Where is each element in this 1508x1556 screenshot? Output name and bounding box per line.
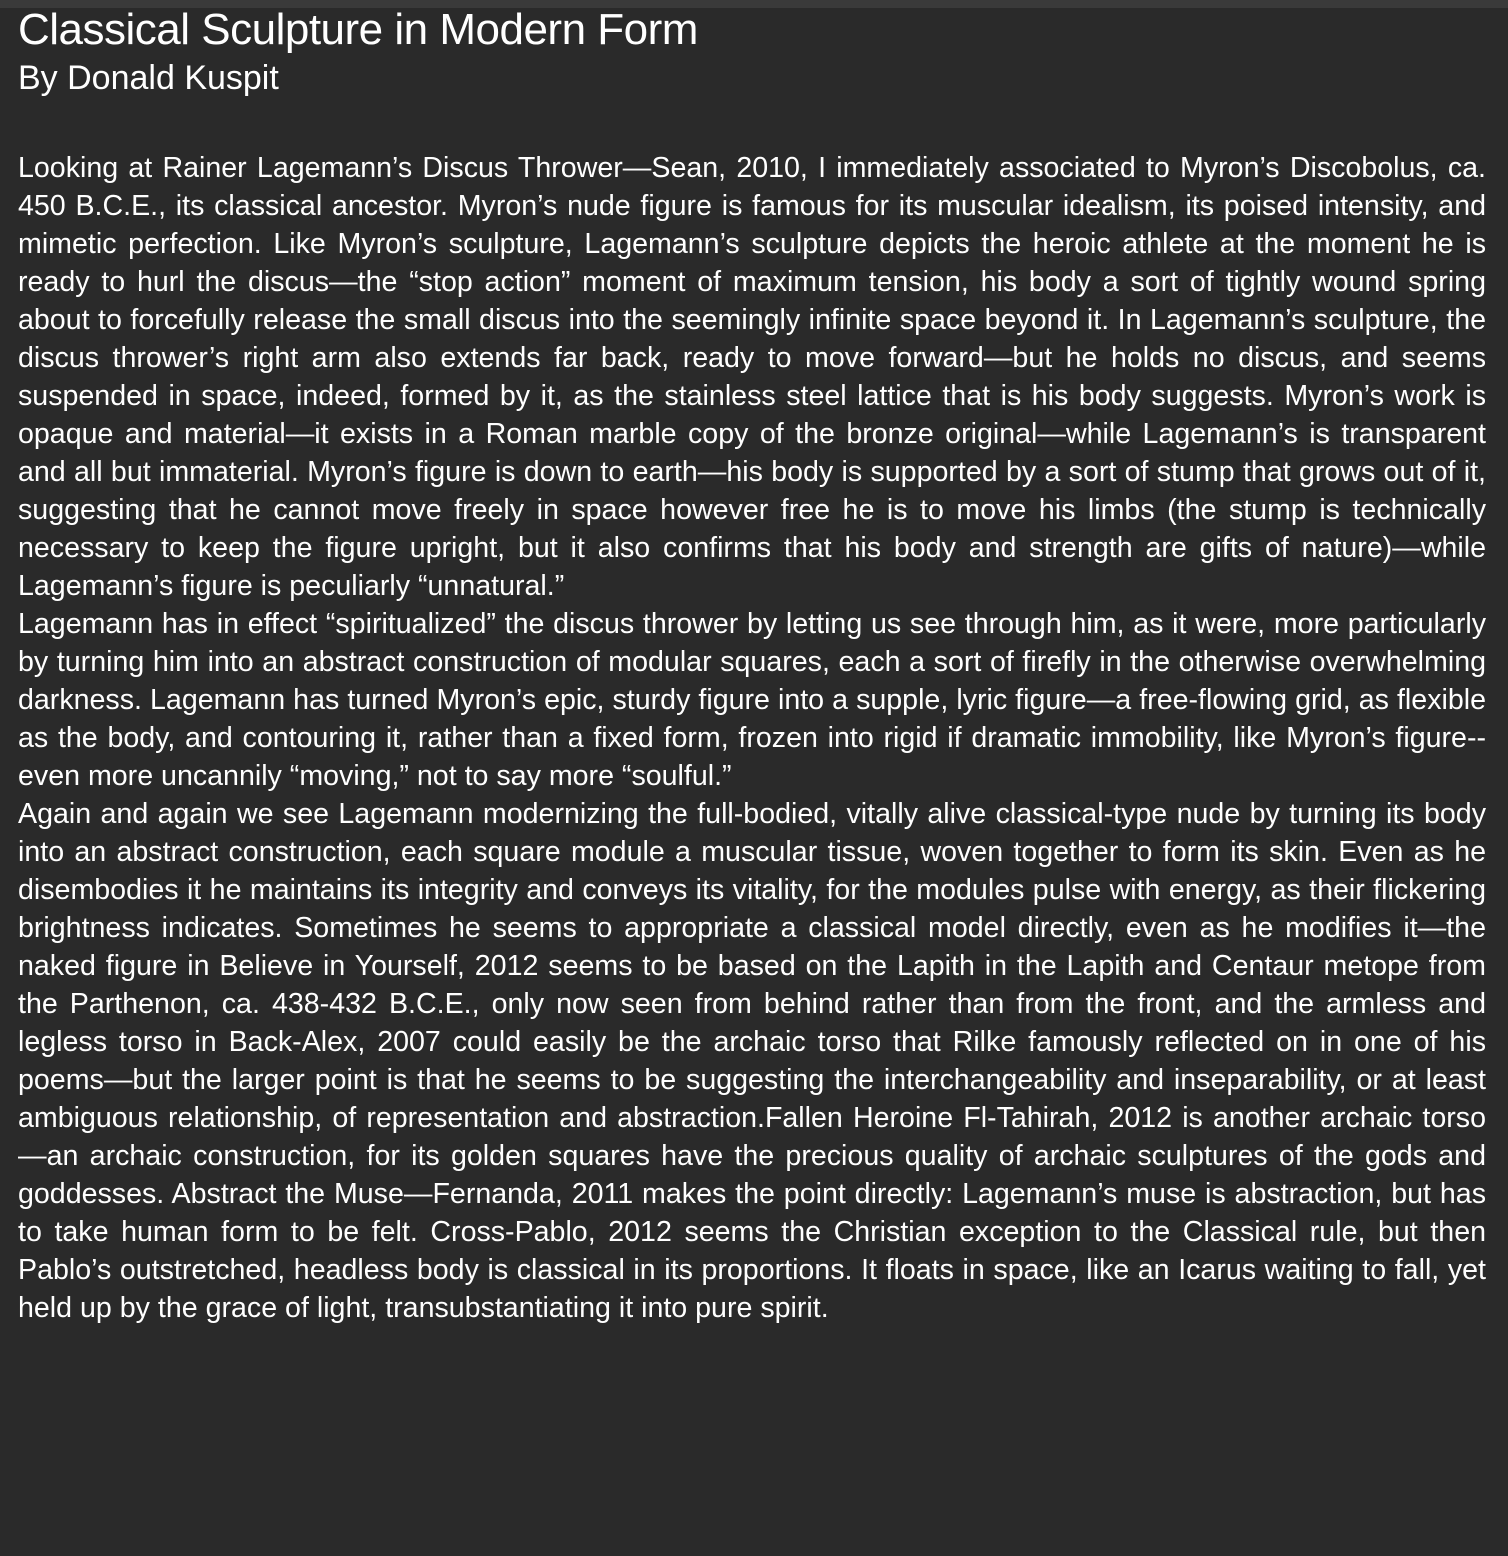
article-paragraph-2: Lagemann has in effect “spiritualized” the discus thrower by letting us see through him, as it were, more particularly by turning him into an abstract construction of modular squares, each a sort of firefly in the otherwise overwhelming darkness. Lagemann has turned Myron’s epic, sturdy figure into a supple, lyric figure—a free-flowing grid, as flexible as the body, and contouring it, rather than a fixed form, frozen into rigid if dramatic immobility, like Myron’s figure--even more uncannily “moving,” not to say more “soulful.”	[18, 608, 1486, 792]
article	[18, 0, 1486, 1327]
article-byline: By Donald Kuspit	[18, 59, 279, 97]
article-paragraph-3: Again and again we see Lagemann modernizing the full-bodied, vitally alive classical-type nude by turning its body into an abstract construction, each square module a muscular tissue, woven together to form its skin. Even as he disembodies it he maintains its integrity and conveys its vitality, for the modules pulse with energy, as their flickering brightness indicates. Sometimes he seems to appropriate a classical model directly, even as he modifies it—the naked figure in Believe in Yourself, 2012 seems to be based on the Lapith in the Lapith and Centaur metope from the Parthenon, ca. 438-432 B.C.E., only now seen from behind rather than from the front, and the armless and legless torso in Back-Alex, 2007 could easily be the archaic torso that Rilke famously reflected on in one of his poems—but the larger point is that he seems to be suggesting the interchangeability and inseparability, or at least ambiguous relationship, of representation and abstraction.Fallen Heroine Fl-Tahirah, 2012 is another archaic torso—an archaic construction, for its golden squares have the precious quality of archaic sculptures of the gods and goddesses. Abstract the Muse—Fernanda, 2011 makes the point directly: Lagemann’s muse is abstraction, but has to take human form to be felt. Cross-Pablo, 2012 seems the Christian exception to the Classical rule, but then Pablo’s outstretched, headless body is classical in its proportions. It floats in space, like an Icarus waiting to fall, yet held up by the grace of light, transubstantiating it into pure spirit.	[18, 798, 1486, 1324]
article-body	[18, 149, 1486, 1327]
article-paragraph-1: Looking at Rainer Lagemann’s Discus Thrower—Sean, 2010, I immediately associated to Myron’s Discobolus, ca. 450 B.C.E., its classical ancestor. Myron’s nude figure is famous for its muscular idealism, its poised intensity, and mimetic perfection. Like Myron’s sculpture, Lagemann’s sculpture depicts the heroic athlete at the moment he is ready to hurl the discus—the “stop action” moment of maximum tension, his body a sort of tightly wound spring about to forcefully release the small discus into the seemingly infinite space beyond it. In Lagemann’s sculpture, the discus thrower’s right arm also extends far back, ready to move forward—but he holds no discus, and seems suspended in space, indeed, formed by it, as the stainless steel lattice that is his body suggests. Myron’s work is opaque and material—it exists in a Roman marble copy of the bronze original—while Lagemann’s is transparent and all but immaterial. Myron’s figure is down to earth—his body is supported by a sort of stump that grows out of it, suggesting that he cannot move freely in space however free he is to move his limbs (the stump is technically necessary to keep the figure upright, but it also confirms that his body and strength are gifts of nature)—while Lagemann’s figure is peculiarly “unnatural.”	[18, 152, 1486, 602]
article-title: Classical Sculpture in Modern Form	[18, 5, 698, 54]
